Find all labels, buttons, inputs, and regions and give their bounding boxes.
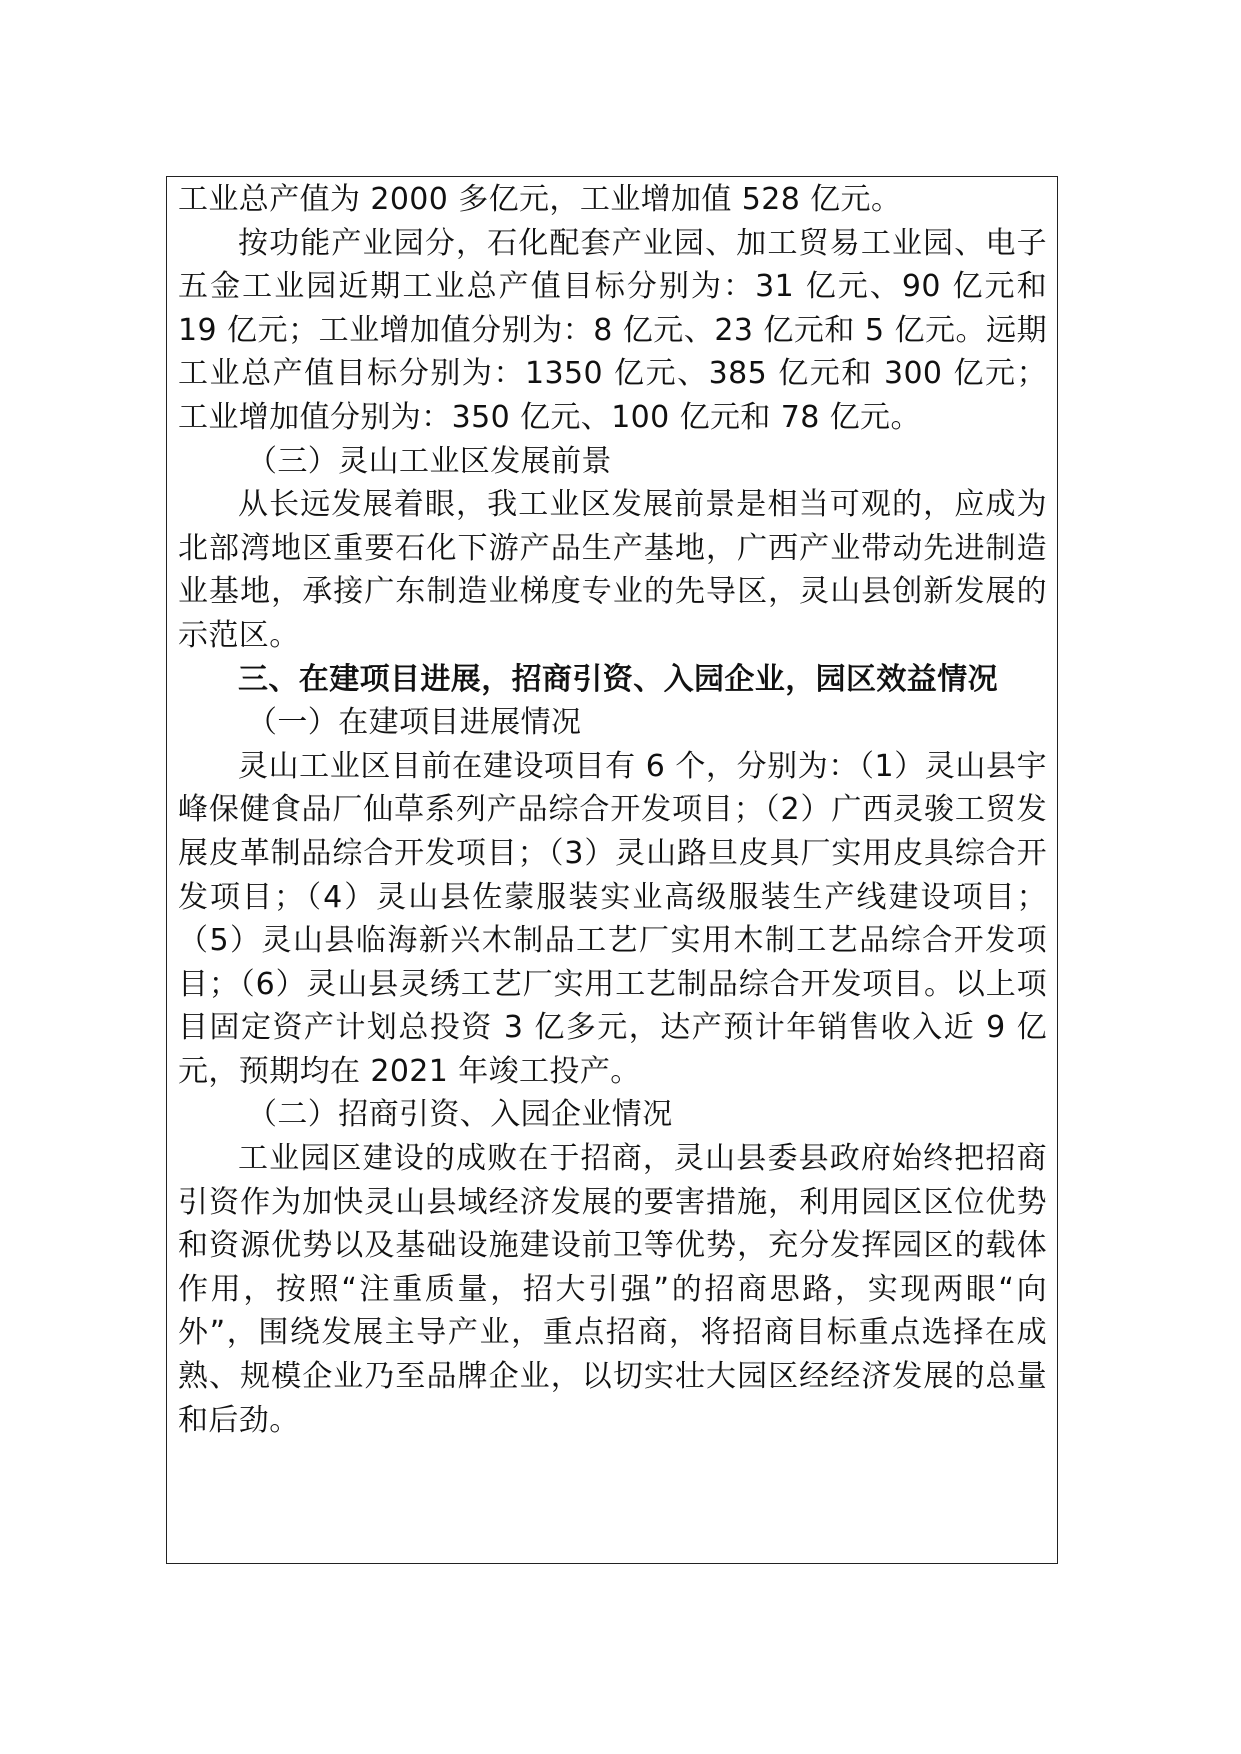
paragraph-development-prospects: 从长远发展着眼，我工业区发展前景是相当可观的，应成为北部湾地区重要石化下游产品生产基地，广西产业带动先进制造业基地，承接广东制造业梯度专业的先导区，灵山县创新发展的示范区。 [178,487,1047,653]
subheading-investment-attraction: （二）招商引资、入园企业情况 [247,1097,673,1133]
section-heading-projects-investment: 三、在建项目进展，招商引资、入园企业，园区效益情况 [238,661,998,697]
subheading-projects-progress: （一）在建项目进展情况 [247,705,582,741]
document-frame [166,176,1058,1564]
subheading-development-prospects: （三）灵山工业区发展前景 [247,443,612,479]
paragraph-investment-attraction: 工业园区建设的成败在于招商，灵山县委县政府始终把招商引资作为加快灵山县域经济发展的要害措施，利用园区区位优势和资源优势以及基础设施建设前卫等优势，充分发挥园区的载体作用，按照“注重质量，招大引强”的招商思路，实现两眼“向外”，围绕发展主导产业，重点招商，将招商目标重点选择在成熟、规模企业乃至品牌企业，以切实壮大园区经经济发展的总量和后劲。 [178,1141,1047,1438]
paragraph-projects-under-construction: 灵山工业区目前在建设项目有 6 个，分别为：（1）灵山县宇峰保健食品厂仙草系列产品综合开发项目；（2）广西灵骏工贸发展皮革制品综合开发项目；（3）灵山路旦皮具厂实用皮具综合开发项目；（4）灵山县佐蒙服装实业高级服装生产线建设项目；（5）灵山县临海新兴木制品工艺厂实用木制工艺品综合开发项目；（6）灵山县灵绣工艺厂实用工艺制品综合开发项目。以上项目固定资产计划总投资 3 亿多元，达产预计年销售收入近 9 亿元，预期均在 2021 年竣工投产。 [178,748,1047,1089]
paragraph-industrial-output-summary: 工业总产值为 2000 多亿元，工业增加值 528 亿元。 [178,182,902,217]
paragraph-park-output-targets: 按功能产业园分，石化配套产业园、加工贸易工业园、电子五金工业园近期工业总产值目标分别为：31 亿元、90 亿元和 19 亿元；工业增加值分别为：8 亿元、23 亿元和 5 亿元。远期工业总产值目标分别为：1350 亿元、385 亿元和 300 亿元；工业增加值分别为：350 亿元、100 亿元和 78 亿元。 [178,225,1047,435]
